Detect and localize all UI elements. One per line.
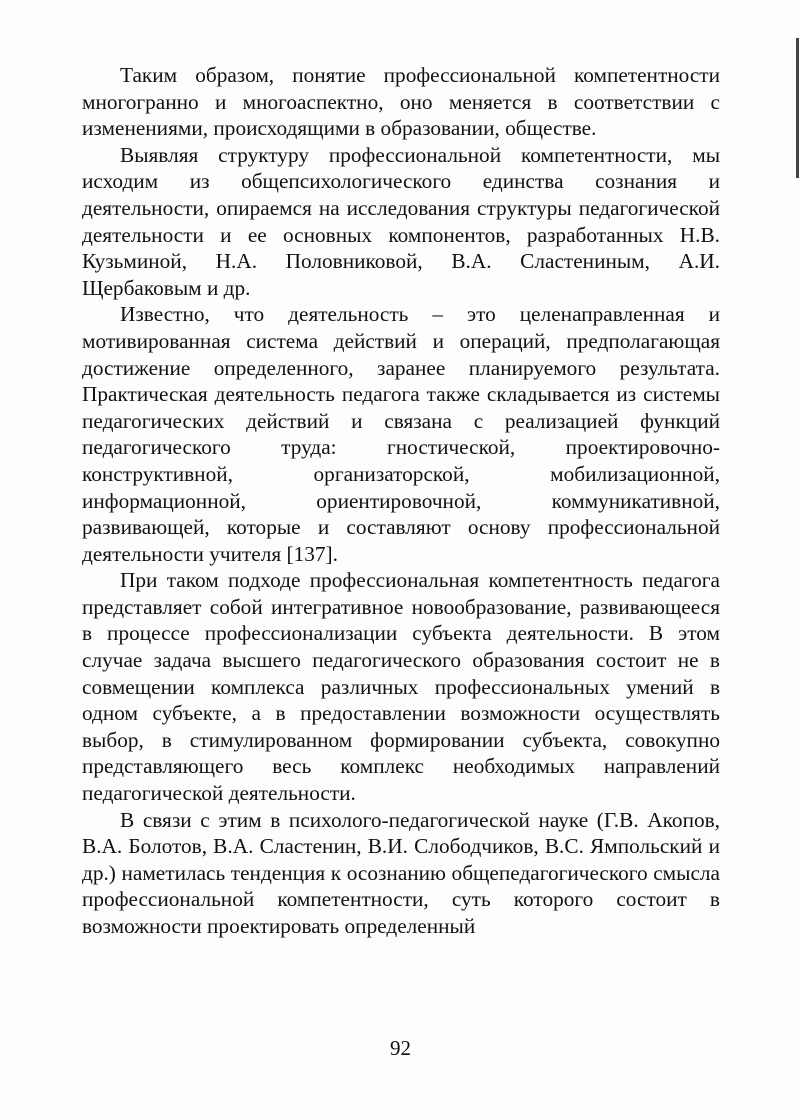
page-number: 92 [390, 1036, 411, 1060]
paragraph-1: Таким образом, понятие профессиональной компетентности многогранно и многоаспектно, оно меняется в соответствии с изменениями, происходящими в образовании, обществе. [82, 63, 720, 141]
paragraph-4: При таком подходе профессиональная компетентность педагога представляет собой интегративное новообразование, развивающееся в процессе профессионализации субъекта деятельности. В этом случае задача высшего педагогического образования состоит не в совмещении комплекса различных профессиональных умений в одном субъекте, а в предоставлении возможности осуществлять выбор, в стимулированном формировании субъекта, совокупно представляющего весь комплекс необходимых направлений педагогической деятельности. [82, 568, 720, 806]
page-edge-mark [796, 38, 799, 178]
body-text [82, 62, 720, 940]
paragraph-5: В связи с этим в психолого-педагогической науке (Г.В. Акопов, В.А. Болотов, В.А. Сластенин, В.И. Слободчиков, В.С. Ямпольский и др.) наметилась тенденция к осознанию общепедагогического смысла профессиональной компетентности, суть которого состоит в возможности проектировать определенный [82, 807, 720, 938]
paragraph-2: Выявляя структуру профессиональной компетентности, мы исходим из общепсихологического единства сознания и деятельности, опираемся на исследования структуры педагогической деятельности и ее основных компонентов, разработанных Н.В. Кузьминой, Н.А. Половниковой, В.А. Сластениным, А.И. Щербаковым и др. [82, 142, 720, 300]
paragraph-3: Известно, что деятельность – это целенаправленная и мотивированная система действий и операций, предполагающая достижение определенного, заранее планируемого результата. Практическая деятельность педагога также складывается из системы педагогических действий и связана с реализацией функций педагогического труда: гностической, проектировочно-конструктивной, организаторской, мобилизационной, информационной, ориентировочной, коммуникативной, развивающей, которые и составляют основу профессиональной деятельности учителя [137]. [82, 302, 720, 566]
